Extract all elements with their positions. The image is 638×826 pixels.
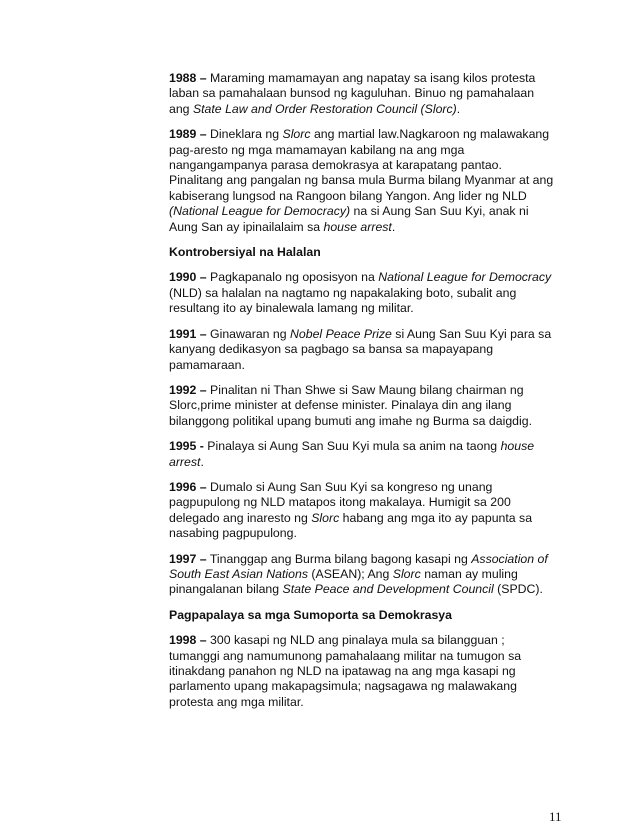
text-run: naman ay muling [420,566,518,581]
timeline-entry [169,127,569,235]
year-label: 1996 – [169,479,207,494]
text-run: Pagpapalaya sa mga Sumoporta sa Demokrasya [169,607,452,622]
text-run: ang [169,101,193,116]
text-run: Pinalaya si Aung San Suu Kyi mula sa anim na taong [203,439,501,454]
text-line [169,414,569,429]
italic-term: Slorc [392,566,421,581]
text-run: pagpupulong ng NLD matapos itong makalaya. Humigit sa 200 [169,495,511,510]
text-line [169,342,569,357]
text-line [169,245,569,260]
text-run: Pinalitan ni Than Shwe si Saw Maung bilang chairman ng [206,382,524,397]
text-run: Slorc,prime minister at defense minister. Pinalaya din ang ilang [169,398,512,413]
text-line [169,679,569,694]
text-run: Tinanggap ang Burma bilang bagong kasapi ng [206,551,472,566]
text-line [169,649,569,664]
text-run: delegado ang inaresto ng [169,510,312,525]
text-run: Aung San ay ipinailalaim sa [169,219,324,234]
text-line [169,567,569,582]
text-run: parlamento upang makapagsimula; nagsagawa ng malawakang [169,679,517,694]
year-label: 1997 – [169,551,207,566]
italic-term: South East Asian Nations [169,566,308,581]
year-label: 1992 – [169,382,207,397]
year-label: 1990 – [169,270,207,285]
text-line [169,495,569,510]
document-body [169,71,569,720]
text-run: (ASEAN); Ang [308,566,393,581]
italic-term: National League for Democracy [378,270,552,285]
text-run: ang martial law.Nagkaroon ng malawakang [310,127,550,142]
timeline-entry [169,71,569,117]
text-line [169,204,569,219]
page-number: 11 [549,809,562,824]
italic-term: (National League for Democracy) [169,204,351,219]
text-run: itinakdang panahon ng NLD na ipatawag na ang mga kasapi ng [169,664,516,678]
text-run: . [200,454,204,469]
year-label: 1988 – [169,71,207,85]
text-run: kabiserang lungsod na Rangoon bilang Yangon. Ang lider ng NLD [169,188,527,203]
text-run: Pagkapanalo ng oposisyon na [206,270,379,285]
year-label: 1989 – [169,127,207,142]
text-run: Kontrobersiyal na Halalan [169,245,321,260]
text-run: Pinalitang ang pangalan ng bansa mula Burma bilang Myanmar at ang [169,173,554,188]
text-run: (NLD) sa halalan na nagtamo ng napakalaking boto, subalit ang [169,285,517,300]
text-run: 300 kasapi ng NLD ang pinalaya mula sa bilangguan ; [206,633,505,648]
text-line [169,526,569,541]
text-line [169,511,569,526]
text-run: Ginawaran ng [206,326,291,341]
text-run: pamamaraan. [169,357,245,372]
text-line [169,383,569,398]
text-run: laban sa pamahalaan bunsod ng kaguluhan. Binuo ng pamahalaan [169,86,535,101]
section-heading [169,245,569,260]
text-run: kanyang dedikasyon sa pagbago sa bansa sa mapayapang [169,342,494,357]
text-line [169,455,569,470]
section-heading [169,608,569,623]
text-line [169,173,569,188]
text-line [169,398,569,413]
text-run: tumanggi ang namumunong pamahalaang militar na tumugon sa [169,648,522,663]
year-label: 1995 - [169,439,204,454]
text-run: (SPDC). [493,582,543,597]
italic-term: arrest [169,454,201,469]
text-line [169,327,569,342]
timeline-entry [169,327,569,373]
text-run: nasabing pagpupulong. [169,526,297,541]
text-run: na si Aung San Suu Kyi, anak ni [350,204,529,219]
italic-term: Slorc [282,127,311,142]
text-line [169,358,569,373]
italic-term: Slorc [311,510,340,525]
text-run: . [391,219,396,234]
text-line [169,286,569,301]
text-run: Dineklara ng [206,127,283,142]
text-run: nangangampanya parasa demokrasya at karapatang pantao. [169,158,502,173]
text-line [169,633,569,648]
text-line [169,480,569,495]
text-line [169,86,569,101]
italic-term: house arrest [323,219,392,234]
year-label: 1991 – [169,326,207,341]
text-line [169,695,569,710]
text-line [169,439,569,454]
text-run: . [456,101,461,116]
timeline-entry [169,270,569,316]
text-run: pinangalanan bilang [169,582,283,597]
text-run: Dumalo si Aung San Suu Kyi sa kongreso ng unang [206,479,493,494]
timeline-entry [169,383,569,429]
text-run: bilanggong politikal upang bumuti ang imahe ng Burma sa daigdig. [169,413,533,428]
text-line [169,270,569,285]
text-run: resultang ito ay binalewala lamang ng militar. [169,301,414,316]
text-line [169,127,569,142]
text-line [169,102,569,117]
text-line [169,582,569,597]
text-line [169,664,569,679]
italic-term: Nobel Peace Prize [290,326,392,341]
timeline-entry [169,439,569,470]
timeline-entry [169,480,569,542]
italic-term: State Peace and Development Council [282,582,494,597]
text-run: si Aung San Suu Kyi para sa [391,326,552,341]
text-run: pag-aresto ng mga mamamayan kabilang na ang mga [169,142,465,157]
text-line [169,552,569,567]
text-line [169,608,569,623]
text-run: habang ang mga ito ay papunta sa [339,510,533,525]
text-line [169,158,569,173]
year-label: 1998 – [169,633,207,648]
text-line [169,220,569,235]
text-line [169,143,569,158]
text-line [169,301,569,316]
text-line [169,71,569,86]
text-run: protesta ang mga militar. [169,694,304,709]
text-line [169,189,569,204]
italic-term: State Law and Order Restoration Council (Slorc) [192,101,457,116]
timeline-entry [169,552,569,598]
timeline-entry [169,633,569,710]
italic-term: Association of [471,551,548,566]
italic-term: house [500,439,535,454]
text-run: Maraming mamamayan ang napatay sa isang kilos protesta [206,71,536,85]
